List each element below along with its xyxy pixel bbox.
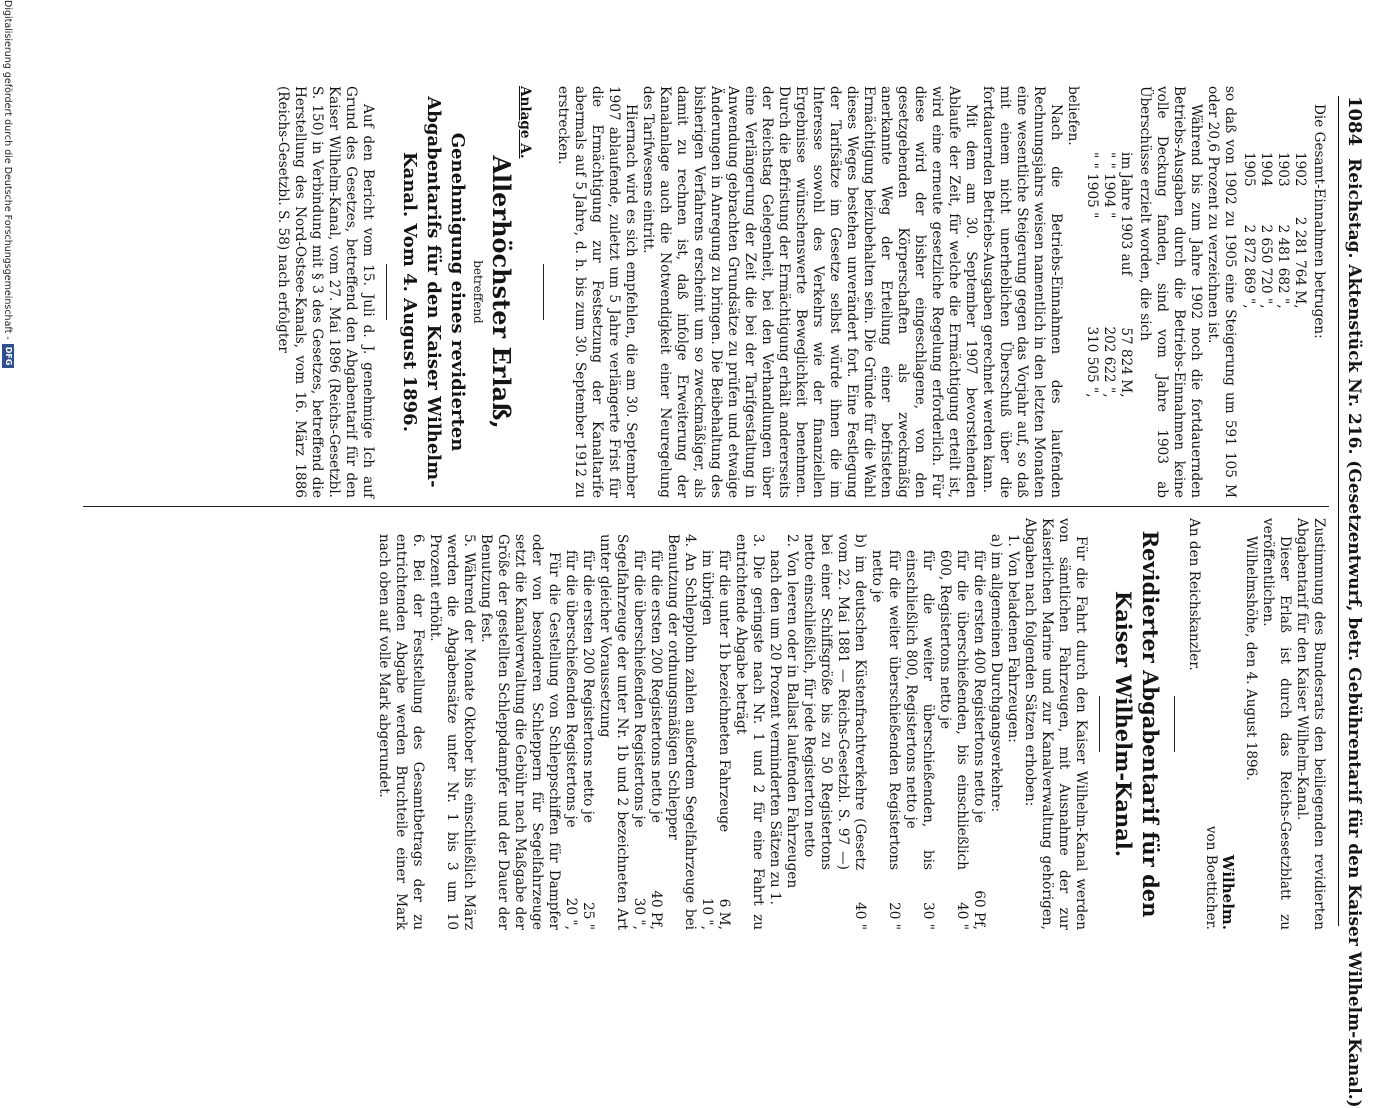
tariff-value: 10 ",	[699, 897, 715, 930]
label-cell: " " 1905 "	[1084, 152, 1100, 219]
column-divider	[83, 506, 1329, 507]
tariff-value: 40 Pf,	[648, 890, 664, 930]
tariff-label: für die ersten 200 Registertons netto je	[648, 550, 664, 823]
signature-block	[1202, 518, 1236, 930]
paragraph: so daß von 1902 zu 1905 eine Steigerung um 591 105 M oder 20,6 Prozent zu verzeichnen ist.	[1205, 86, 1238, 498]
section-4-mid: Segelfahrzeuge der unter Nr. 1b und 2 bezeichneten Art unter gleicher Voraussetzung	[597, 534, 630, 930]
table-row	[1291, 146, 1308, 315]
amount-cell: 310 505 ",	[1084, 326, 1100, 398]
addressee: An den Reichskanzler.	[1186, 518, 1202, 671]
tariff-row	[868, 518, 902, 930]
place-date: Wilhelmshöhe, den 4. August 1896.	[1243, 536, 1259, 781]
right-column	[83, 518, 1327, 930]
section-4: 4. An Schlepplohn zahlen außerdem Segelfahrzeuge bei Benutzung der ordnungsmäßigen Schlepper	[665, 534, 698, 930]
decree-subject: Genehmigung eines revidierten Abgabentarifs für den Kaiser Wilhelm-Kanal. Vom 4. August 1896.	[399, 96, 468, 488]
tariff-value: 30 ",	[631, 897, 647, 930]
tariff-label: für die weiter überschießenden Registertons netto je	[869, 550, 902, 870]
table-row	[1257, 146, 1274, 315]
page-number: 1084	[1344, 96, 1365, 147]
paragraph: Mit dem am 30. September 1907 bevorstehenden Ablaufe der Zeit, für welche die Ermächtigung erteilt ist, wird eine erneute gesetzliche Regelung erforderlich. Für diese wird der bisher eingeschlagene, von den gesetzgebenden Körperschaften als zweckmäßig anerkannte Weg der Erteilung einer befristeten Ermächtigung beizubehalten sein. Die Gründe für die Wahl dieses Weges bestehen unverändert fort. Eine Festlegung der Tarifsätze im Gesetze selbst würde ihnen die im Interesse sowohl des Verkehrs wie der finanziellen Ergebnisse wünschenswerte Beweglichkeit benehmen. Durch die Befristung der Ermächtigung erhält andererseits der Reichstag Gelegenheit, bei den Verhandlungen über eine Verlängerung der Zeit die bei der Tarifgestaltung in Anwendung gebrachten Grundsätze zu prüfen und etwaige Änderungen in Anregung zu bringen. Die Beibehaltung des bisherigen Verfahrens erscheint um so zweckmäßiger, als damit zu rechnen ist, daß infolge Erweiterung der Kanalanlage auch die Notwendigkeit einer Neuregelung des Tarifwesens eintritt.	[640, 86, 979, 498]
label-cell: im Jahre 1903 auf	[1118, 152, 1134, 276]
tariff-value: 40 "	[852, 902, 868, 930]
label-cell: " " 1904 "	[1101, 152, 1117, 219]
paragraph: Zustimmung des Bundesrats den beiliegenden revidierten Abgabentarif für den Kaiser Wilhelm-Kanal.	[1294, 518, 1327, 930]
section-4-note: Für die Gestellung von Schleppschiffen für Dampfer oder von besonderen Schleppern für Segelfahrzeuge setzt die Kanalverwaltung die Gebühr nach Maßgabe der Größe der gestellten Schleppdampfer und der Dauer der Benutzung fest.	[478, 534, 562, 930]
tariff-row	[902, 518, 936, 930]
amount-cell: 2 650 720 ",	[1258, 224, 1274, 309]
amount-cell: 202 622 ",	[1101, 326, 1117, 398]
tariff-row	[579, 518, 596, 930]
table-row	[1100, 146, 1117, 404]
signature-minister: von Boetticher.	[1203, 825, 1219, 930]
year-cell: 1904	[1258, 152, 1274, 187]
section-2: 2. Von leeren oder in Ballast laufenden Fahrzeugen	[784, 534, 800, 889]
tariff-value: 40 "	[954, 902, 970, 930]
section-3: 3. Die geringste nach Nr. 1 und 2 für eine Fahrt zu entrichtende Abgabe beträgt	[733, 534, 766, 930]
tariff-label: für die weiter überschießenden, bis einschließlich 800, Registertons netto je	[903, 550, 936, 870]
separator-rule	[386, 264, 387, 320]
separator-rule	[1099, 696, 1100, 752]
table-row	[1240, 146, 1257, 315]
tariff-row	[630, 518, 647, 930]
separator-rule	[543, 264, 544, 320]
section-6: 6. Bei der Feststellung des Gesamtbetrags der zu entrichtenden Abgabe werden Bruchteile einer Mark nach oben auf volle Mark abgerundet.	[376, 534, 426, 930]
dfg-logo: DFG	[2, 344, 14, 369]
paragraph: beliefen.	[1065, 86, 1081, 146]
decree-title: Allerhöchster Erlaß,	[487, 155, 516, 429]
year-cell: 1905	[1241, 152, 1257, 187]
page-header	[1338, 96, 1365, 1108]
paragraph: Für die Fahrt durch den Kaiser Wilhelm-Kanal werden von sämtlichen Fahrzeugen, mit Ausnahme der zur Kaiserlichen Marine und zur Kanalverwaltung gehörigen, Abgaben nach folgenden Sätzen erhoben:	[1022, 518, 1089, 930]
amount-cell: 2 281 764 M,	[1292, 216, 1308, 309]
tariff-row	[562, 518, 579, 930]
tariff-value: 6 M,	[716, 898, 732, 930]
section-1: 1. Von beladenen Fahrzeugen:	[1005, 534, 1021, 743]
section-1a: a) im allgemeinen Durchgangsverkehre:	[988, 534, 1004, 813]
tariff-label: im übrigen	[699, 550, 715, 626]
tariff-row	[800, 518, 868, 930]
tariff-label: für die ersten 200 Registertons netto je	[580, 550, 596, 823]
tariff-label: für die unter 1b bezeichneten Fahrzeuge	[716, 550, 732, 833]
left-column	[83, 86, 1327, 498]
tariff-title: Revidierter Abgabentarif für den Kaiser Wilhelm-Kanal.	[1111, 530, 1163, 918]
surplus-table	[1083, 146, 1134, 404]
tariff-row	[698, 518, 715, 930]
section-1b: b) im deutschen Küstenfrachtverkehre (Gesetz vom 22. Mai 1881 — Reichs-Gesetzbl. S. 97 —) bei einer Schiffsgröße bis zu 50 Registertons netto einschließlich, für jede Registerton netto	[801, 534, 868, 870]
signature-emperor: Wilhelm.	[1219, 854, 1237, 930]
tariff-value: 30 "	[920, 902, 936, 930]
table-row	[1117, 146, 1134, 404]
year-cell: 1902	[1292, 152, 1308, 187]
section-5: 5. Während der Monate Oktober bis einschließlich März werden die Abgabensätze unter Nr. 1 bis 3 um 10 Prozent erhöht.	[427, 534, 477, 930]
digitization-footer	[1, 0, 15, 1000]
revenue-intro: Die Gesamt-Einnahmen betrugen:	[1311, 104, 1327, 339]
amount-cell: 2 481 682 ",	[1275, 224, 1291, 309]
betreffend-label: betreffend	[471, 260, 485, 324]
tariff-value: 25 "	[580, 902, 596, 930]
amount-cell: 2 872 869 ",	[1241, 224, 1257, 309]
tariff-label: für die überschießenden Registertons je	[631, 550, 647, 828]
amount-cell: 57 824 M,	[1118, 327, 1134, 398]
year-cell: 1903	[1275, 152, 1291, 187]
annex-label: Anlage A.	[517, 86, 533, 159]
tariff-row	[936, 518, 970, 930]
paragraph: Dieser Erlaß ist durch das Reichs-Gesetzblatt zu veröffentlichen.	[1260, 518, 1293, 930]
separator-rule	[1174, 696, 1175, 752]
tariff-value: 60 Pf,	[971, 890, 987, 930]
tariff-value: 20 "	[886, 902, 902, 930]
paragraph: Während bis zum Jahre 1902 noch die fortdauernden Betriebs-Ausgaben durch die Betriebs-Einnahmen keine volle Deckung fanden, sind vom Jahre 1903 ab Überschüsse erzielt worden, die sich	[1137, 86, 1204, 498]
section-2-note: nach den um 20 Prozent verminderten Sätzen zu 1.	[767, 550, 783, 905]
running-title: Reichstag. Aktenstück Nr. 216. (Gesetzentwurf, betr. Gebührentarif für den Kaiser Wilhelm-Kanal.)	[1344, 158, 1364, 1108]
tariff-row	[715, 518, 732, 930]
tariff-row	[647, 518, 664, 930]
tariff-row	[970, 518, 987, 930]
tariff-label: für die überschießenden, bis einschließlich 600, Registertons netto je	[937, 550, 970, 870]
revenue-table	[1240, 146, 1308, 315]
table-row	[1083, 146, 1100, 404]
paragraph: Hiernach wird es sich empfehlen, die am 30. September 1907 ablaufende, zuletzt um 5 Jahre verlängerte Frist für die Ermächtigung zur Festsetzung der Kanaltarife abermals auf 5 Jahre, d. h. bis zum 30. September 1912 zu erstrecken.	[555, 86, 639, 498]
footer-text: Digitalisierung gefördert durch die Deutsche Forschungsgemeinschaft -	[2, 0, 14, 340]
paragraph: Auf den Bericht vom 15. Juli d. J. genehmige Ich auf Grund des Gesetzes, betreffend den Abgabentarif für den Kaiser Wilhelm-Kanal, vom 27. Mai 1896 (Reichs-Gesetzbl. S. 150) in Verbindung mit § 3 des Gesetzes, betreffend die Herstellung des Nord-Ostsee-Kanals, vom 16. März 1886 (Reichs-Gesetzbl. S. 58) nach erfolgter	[275, 86, 376, 498]
table-row	[1274, 146, 1291, 315]
tariff-value: 20 ",	[563, 897, 579, 930]
paragraph: Nach die Betriebs-Einnahmen des laufenden Rechnungsjahrs weisen namentlich in den letzten Monaten eine wesentliche Steigerung gegen das Vorjahr auf, so daß mit einem nicht unerheblichen Überschuß über die fortdauernden Betriebs-Ausgaben gerechnet werden kann.	[980, 86, 1064, 498]
tariff-label: für die überschießenden Registertons je	[563, 550, 579, 828]
tariff-label: für die ersten 400 Registertons netto je	[971, 550, 987, 823]
